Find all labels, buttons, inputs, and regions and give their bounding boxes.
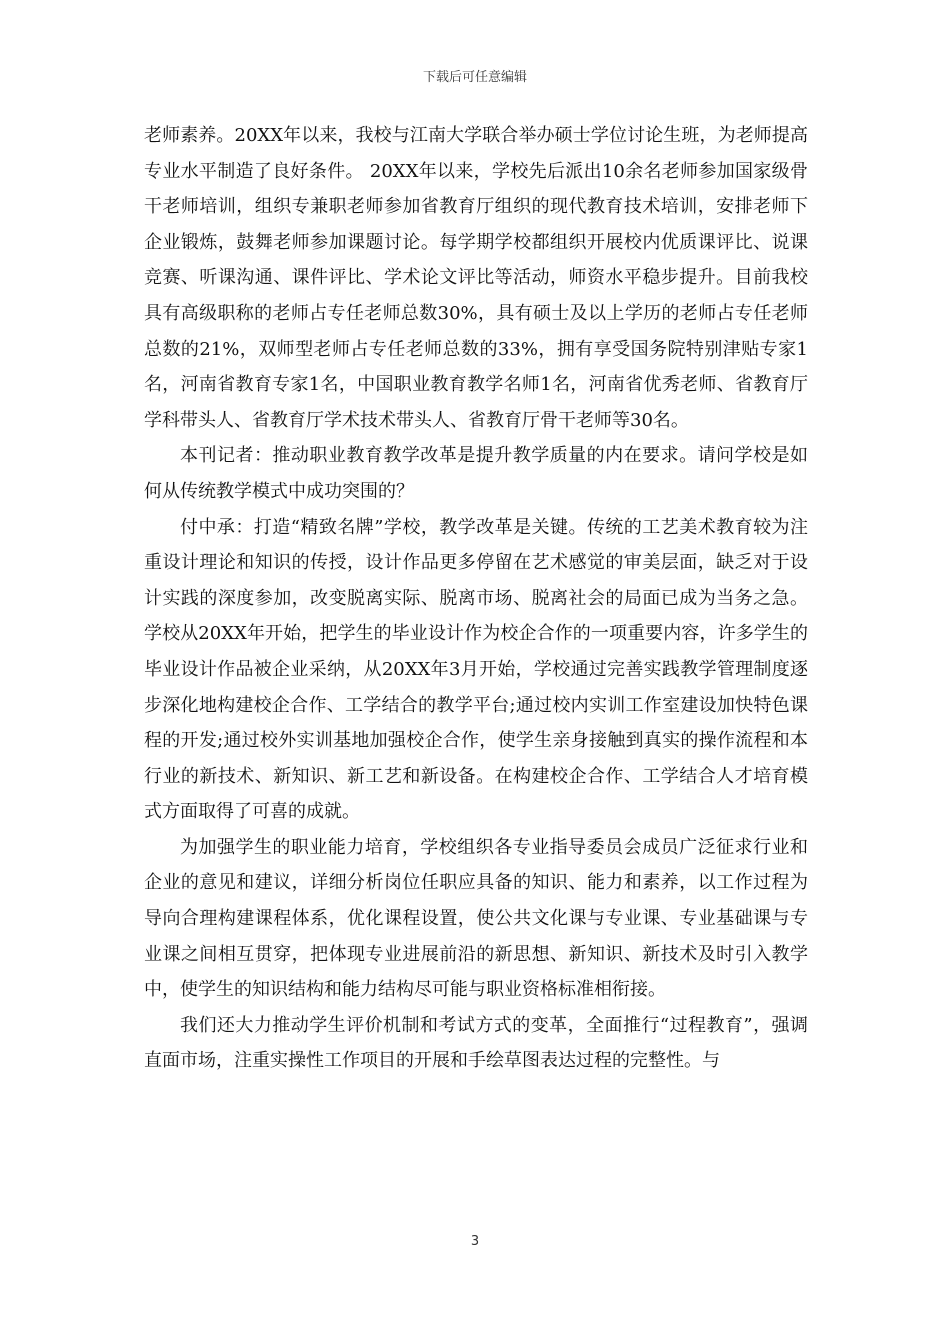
paragraph-evaluation-reform: 我们还大力推动学生评价机制和考试方式的变革，全面推行“过程教育”，强调直面市场，注重实操性工作项目的开展和手绘草图表达过程的完整性。与 bbox=[144, 1014, 808, 1072]
page-number: 3 bbox=[470, 1234, 480, 1249]
paragraph-reporter-question: 本刊记者：推动职业教育教学改革是提升教学质量的内在要求。请问学校是如何从传统教学模式中成功突围的？ bbox=[144, 445, 808, 502]
page-header: 下载后可任意编辑 bbox=[422, 70, 527, 85]
paragraph-teaching-reform: 付中承：打造“精致名牌”学校，教学改革是关键。传统的工艺美术教育较为注重设计理论和知识的传授，设计作品更多停留在艺术感觉的审美层面，缺乏对于设计实践的深度参加，改变脱离实际、脱离市场、脱离社会的局面已成为当务之急。学校从20XX年开始，把学生的毕业设计作为校企合作的一项重要内容，许多学生的毕业设计作品被企业采纳，从20XX年3月开始，学校通过完善实践教学管理制度逐步深化地构建校企合作、工学结合的教学平台;通过校内实训工作室建设加快特色课程的开发;通过校外实训基地加强校企合作，使学生亲身接触到真实的操作流程和本行业的新技术、新知识、新工艺和新设备。在构建校企合作、工学结合人才培育模式方面取得了可喜的成就。 bbox=[144, 516, 808, 823]
paragraph-faculty-qualifications: 老师素养。20XX年以来，我校与江南大学联合举办硕士学位讨论生班，为老师提高专业水平制造了良好条件。 20XX年以来，学校先后派出10余名老师参加国家级骨干老师培训，组织专兼职老师参加省教育厅组织的现代教育技术培训，安排老师下企业锻炼，鼓舞老师参加课题讨论。每学期学校都组织开展校内优质课评比、说课竞赛、听课沟通、课件评比、学术论文评比等活动，师资水平稳步提升。目前我校具有高级职称的老师占专任老师总数30%，具有硕士及以上学历的老师占专任老师总数的21%，双师型老师占专任老师总数的33%，拥有享受国务院特别津贴专家1名，河南省教育专家1名，中国职业教育教学名师1名，河南省优秀老师、省教育厅学科带头人、省教育厅学术技术带头人、省教育厅骨干老师等30名。 bbox=[144, 125, 808, 431]
paragraph-vocational-ability: 为加强学生的职业能力培育，学校组织各专业指导委员会成员广泛征求行业和企业的意见和建议，详细分析岗位任职应具备的知识、能力和素养，以工作过程为导向合理构建课程体系，优化课程设置，使公共文化课与专业课、专业基础课与专业课之间相互贯穿，把体现专业进展前沿的新思想、新知识、新技术及时引入教学中，使学生的知识结构和能力结构尽可能与职业资格标准相衔接。 bbox=[144, 836, 808, 1001]
document-body bbox=[144, 118, 808, 1079]
